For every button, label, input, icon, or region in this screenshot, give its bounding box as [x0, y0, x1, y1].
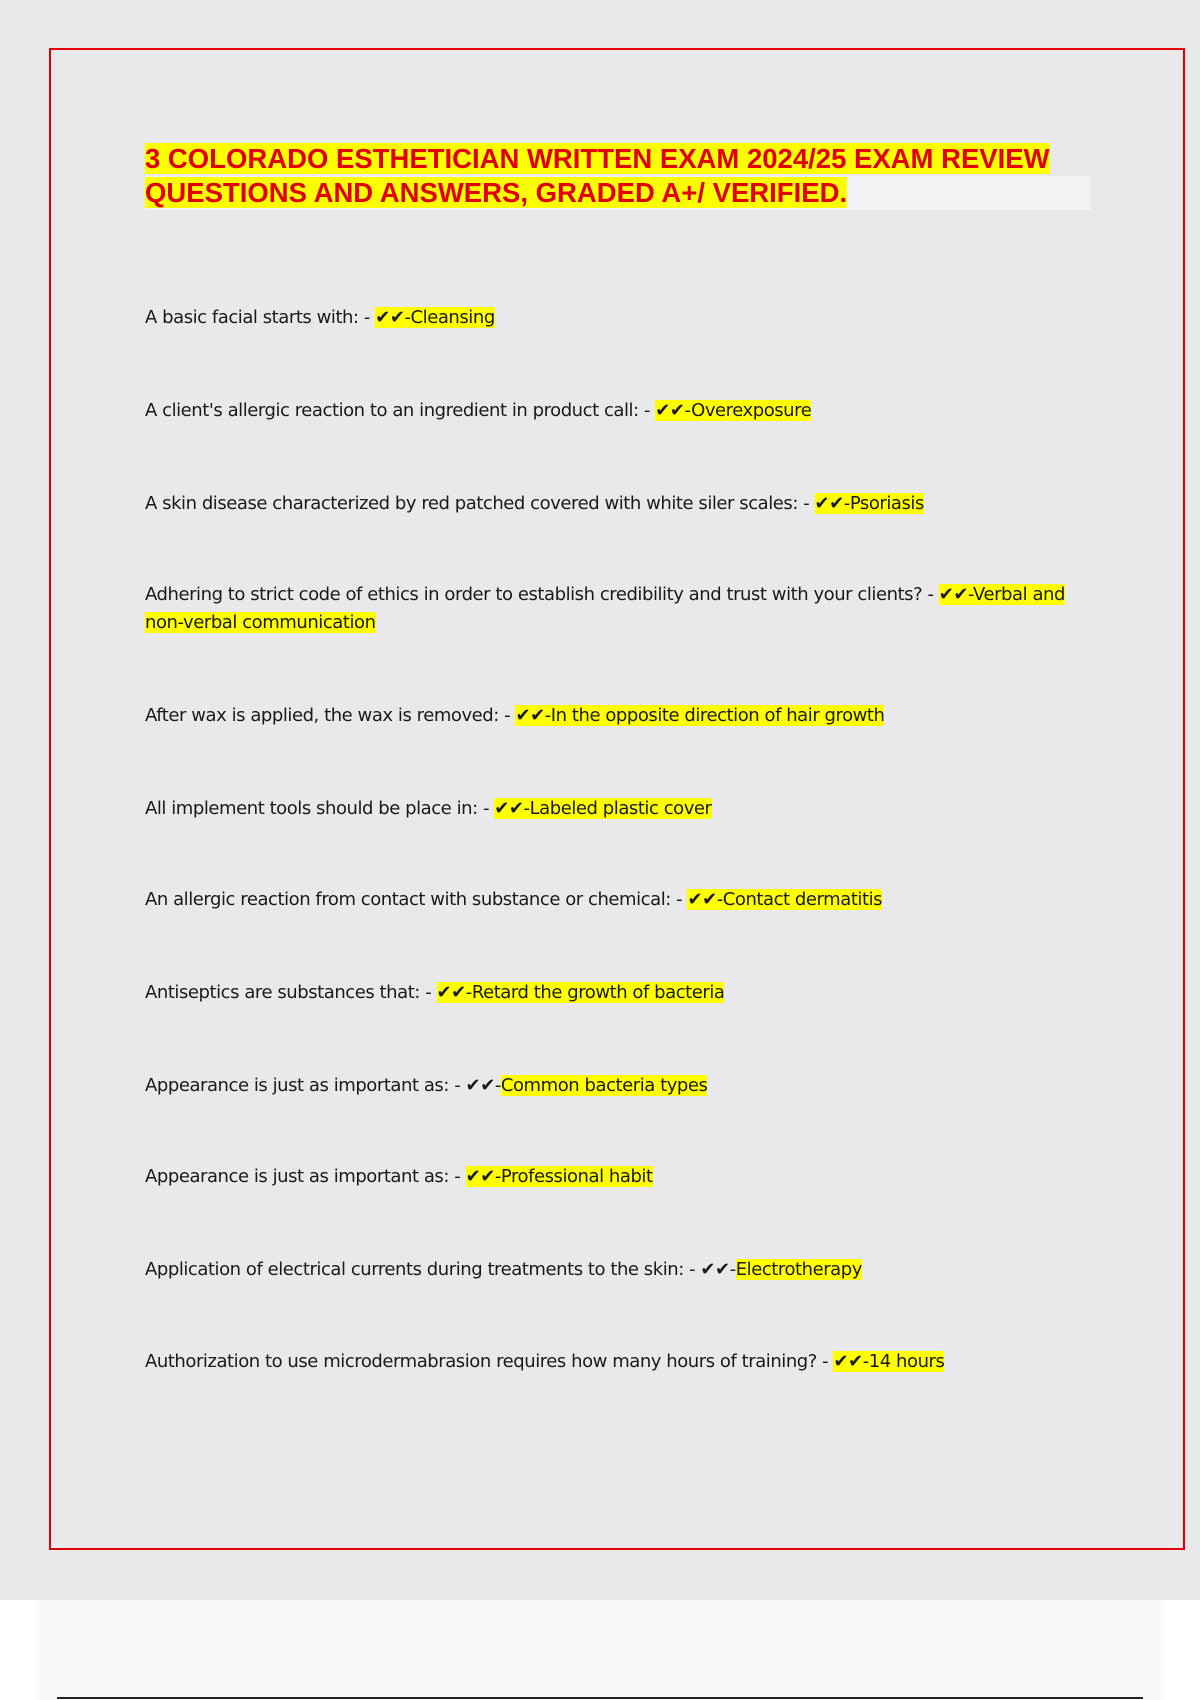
qa-item	[145, 1163, 1091, 1191]
answer-text: ✔✔-Verbal and non-verbal communication	[145, 584, 1065, 633]
question-text: All implement tools should be place in: -	[145, 798, 495, 819]
document-title	[145, 142, 1091, 210]
question-text: Adhering to strict code of ethics in order to establish credibility and trust with your clients? -	[145, 584, 939, 605]
qa-item	[145, 1256, 1091, 1284]
question-text: An allergic reaction from contact with substance or chemical: -	[145, 889, 688, 910]
qa-item	[145, 397, 1091, 425]
question-text: Appearance is just as important as: - ✔✔-	[145, 1075, 501, 1096]
qa-item	[145, 795, 1091, 823]
question-text: A skin disease characterized by red patched covered with white siler scales: -	[145, 493, 815, 514]
question-text: Appearance is just as important as: -	[145, 1166, 466, 1187]
qa-item	[145, 1348, 1091, 1376]
answer-text: Electrotherapy	[735, 1259, 862, 1280]
qa-item	[145, 979, 1091, 1007]
question-text: A client's allergic reaction to an ingredient in product call: -	[145, 400, 656, 421]
question-text: Antiseptics are substances that: -	[145, 982, 437, 1003]
answer-text: ✔✔-Contact dermatitis	[687, 889, 883, 910]
answer-text: ✔✔-Overexposure	[655, 400, 812, 421]
title-line-2: QUESTIONS AND ANSWERS, GRADED A+/ VERIFIED.	[145, 176, 1091, 210]
next-page-area	[0, 1600, 1200, 1700]
qa-item	[145, 304, 1091, 332]
answer-text: ✔✔-Retard the growth of bacteria	[436, 982, 725, 1003]
answer-text: ✔✔-In the opposite direction of hair growth	[515, 705, 885, 726]
qa-item	[145, 1072, 1091, 1100]
qa-item	[145, 702, 1091, 730]
page-rule	[57, 1697, 1143, 1699]
answer-text: ✔✔-Psoriasis	[814, 493, 924, 514]
question-text: After wax is applied, the wax is removed: -	[145, 705, 516, 726]
qa-item	[145, 490, 1091, 518]
question-text: Authorization to use microdermabrasion requires how many hours of training? -	[145, 1351, 834, 1372]
title-line-1: 3 COLORADO ESTHETICIAN WRITTEN EXAM 2024/25 EXAM REVIEW	[145, 143, 1050, 174]
qa-item	[145, 886, 1091, 914]
next-page-shade	[36, 1600, 1164, 1700]
qa-item	[145, 581, 1091, 637]
answer-text: ✔✔-Cleansing	[375, 307, 495, 328]
answer-text: ✔✔-14 hours	[833, 1351, 945, 1372]
answer-text: ✔✔-Professional habit	[465, 1166, 653, 1187]
answer-text: Common bacteria types	[500, 1075, 708, 1096]
question-text: A basic facial starts with: -	[145, 307, 376, 328]
answer-text: ✔✔-Labeled plastic cover	[494, 798, 712, 819]
question-text: Application of electrical currents during treatments to the skin: - ✔✔-	[145, 1259, 736, 1280]
